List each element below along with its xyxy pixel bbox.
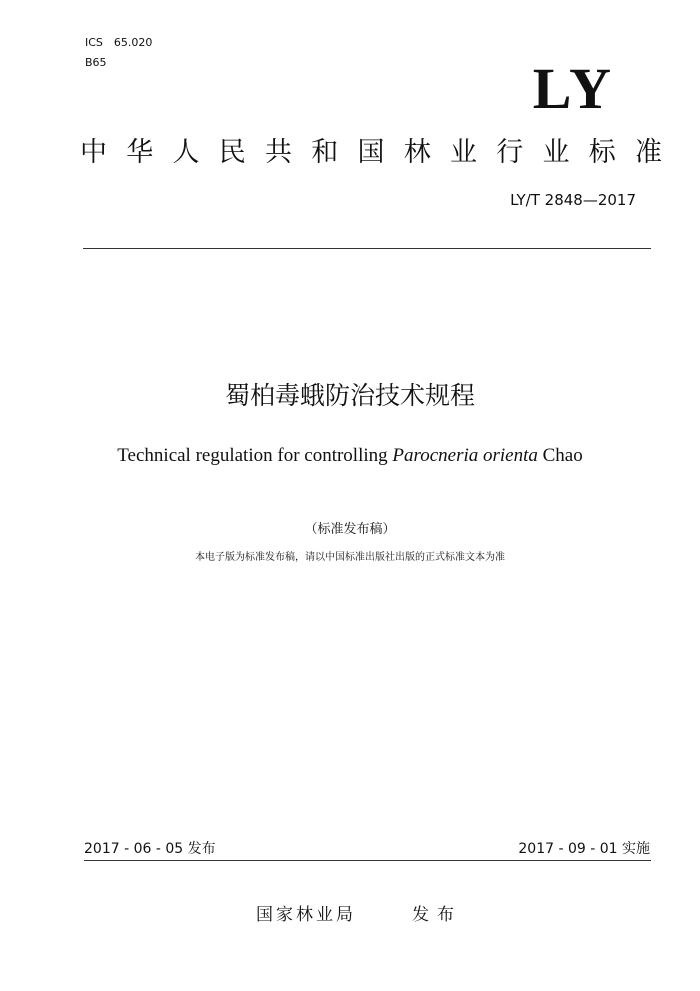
title-english-prefix: Technical regulation for controlling [117, 445, 393, 466]
publish-action: 发布 [412, 905, 462, 925]
title-char: 标 [588, 137, 616, 168]
standard-code: LY/T 2848—2017 [510, 191, 636, 209]
title-char: 和 [311, 137, 339, 168]
ics-code: ICS 65.020 [85, 36, 153, 49]
title-char: 人 [172, 137, 200, 168]
draft-label: （标准发布稿） [304, 522, 396, 537]
title-char: 中 [80, 137, 107, 168]
header-divider [83, 248, 651, 249]
issue-date: 2017 - 06 - 05 发布 [84, 841, 216, 857]
classification-code: B65 [85, 56, 107, 69]
document-title-chinese: 蜀柏毒蛾防治技术规程 [224, 381, 475, 410]
implementation-date: 2017 - 09 - 01 实施 [518, 841, 650, 857]
title-char: 业 [450, 137, 477, 168]
title-char: 民 [218, 137, 246, 168]
title-char: 国 [357, 137, 385, 168]
title-char: 林 [403, 137, 431, 168]
title-char: 共 [265, 137, 292, 168]
title-char: 业 [542, 137, 570, 168]
document-title-english [0, 443, 700, 469]
title-english-species: Parocneria orienta [392, 445, 538, 466]
title-english-suffix: Chao [537, 445, 583, 466]
title-char: 准 [635, 137, 662, 168]
publisher-name: 国家林业局 [256, 905, 356, 925]
title-char: 行 [496, 137, 524, 168]
standard-category-title [80, 133, 662, 173]
ly-logo: LY [532, 56, 614, 121]
footer-divider [84, 860, 651, 861]
draft-note: 本电子版为标准发布稿，请以中国标准出版社出版的正式标准文本为准 [195, 552, 505, 563]
title-char: 华 [126, 137, 154, 168]
